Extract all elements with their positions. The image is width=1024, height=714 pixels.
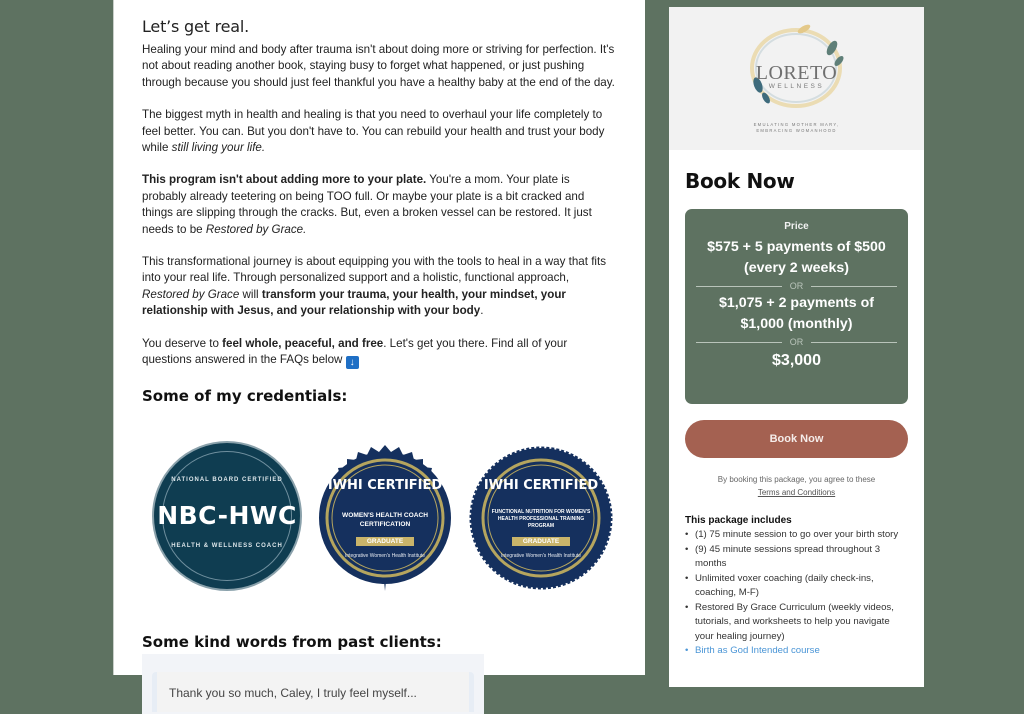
text: . Let's get you there. Find all of your questions answered in the FAQs below [142,336,568,367]
logo-subtitle: WELLNESS [768,83,825,90]
badge-top-text: NATIONAL BOARD CERTIFIED [171,477,283,484]
or-divider [696,337,897,347]
graduate-ribbon: GRADUATE [512,537,570,546]
terms-link[interactable]: Terms and Conditions [757,488,836,497]
text: You're a mom. Your plate is probably already teetering on being TOO full. Or maybe your plate is a bit cracked and things are slipping through the cracks. But, even a broken vessel can be restored. It just needs to be [142,173,592,236]
or-divider [696,281,897,291]
bold-text: transform your trauma, your health, your mindset, your relationship with Jesus, and your relationship with your body [142,287,566,318]
list-item: • Unlimited voxer coaching (daily check-ins, coaching, M-F) [685,572,908,601]
divider-line [696,342,782,343]
badge-subtitle: FUNCTIONAL NUTRITION FOR WOMEN'S HEALTH PROFESSIONAL TRAINING PROGRAM [491,509,591,530]
paragraph-deserve [142,336,617,369]
tagline-line: EMBRACING WOMANHOOD [756,128,837,133]
price-option-monthly: $1,075 + 2 payments of $1,000 (monthly) [719,295,874,332]
price-option-biweekly: $575 + 5 payments of $500 (every 2 weeks) [707,239,886,276]
logo [669,7,924,150]
testimonial-card: Thank you so much, Caley, I truly feel myself... [152,672,474,712]
badge-institute: Integrative Women's Health Institute [344,553,426,560]
badge-subtitle: WOMEN'S HEALTH COACH CERTIFICATION [341,512,429,529]
divider-line [811,342,897,343]
main-content [113,0,645,701]
paragraph-program [142,172,617,238]
credentials-badges [142,423,617,623]
badge-title: NBC-HWC [157,501,297,531]
intro-heading: Let’s get real. [142,17,250,36]
testimonial-carousel[interactable] [142,654,484,714]
agree-text: By booking this package, you agree to these [717,475,876,484]
package-includes [685,515,908,659]
text: The biggest myth in health and healing is that you need to overhaul your life completely to feel better. You can. But you don't have to. You can rebuild your health and trust your body while [142,108,605,155]
divider-line [696,286,782,287]
down-arrow-icon: ↓ [346,356,359,369]
badge-institute: Integrative Women's Health Institute [500,553,582,560]
booking-sidebar [669,7,924,687]
or-label: OR [789,337,804,347]
bold-text: feel whole, peaceful, and free [222,336,384,350]
price-label: Price [784,221,809,232]
tagline-line: EMULATING MOTHER MARY, [753,122,840,127]
iwhi-functional-nutrition-badge [468,445,614,591]
testimonials-heading: Some kind words from past clients: [142,633,442,652]
emphasis-text: Restored by Grace [142,287,240,301]
book-now-title: Book Now [685,169,795,193]
badge-title: IWHI CERTIFIED [483,478,599,494]
emphasis-text: Restored by Grace. [205,222,307,236]
text: You deserve to [142,336,223,350]
paragraph-myth [142,107,617,156]
text: will [239,287,262,301]
or-label: OR [789,281,804,291]
text: . [480,304,484,318]
includes-title: This package includes [685,515,792,526]
logo-tagline [669,122,924,134]
badge-bottom-text: HEALTH & WELLNESS COACH [171,543,283,550]
credentials-heading: Some of my credentials: [142,387,348,406]
iwhi-health-coach-badge [312,445,458,591]
book-now-button[interactable]: Book Now [685,420,908,458]
list-item: • (1) 75 minute session to go over your birth story [685,528,908,543]
includes-list [685,528,908,659]
badge-title: IWHI CERTIFIED [327,478,443,494]
emphasis-text: still living your life. [171,141,266,155]
nbc-hwc-badge [152,441,302,591]
paragraph-journey [142,254,617,320]
birth-course-link[interactable]: • Birth as God Intended course [685,644,908,659]
list-item: • (9) 45 minute sessions spread throughout 3 months [685,543,908,572]
list-item: • Restored By Grace Curriculum (weekly videos, tutorials, and worksheets to help you navigate your healing journey) [685,601,908,645]
bold-text: This program isn't about adding more to your plate. [142,173,427,187]
graduate-ribbon: GRADUATE [356,537,414,546]
logo-name: LORETO [755,62,838,84]
terms-notice [669,473,924,499]
divider-line [811,286,897,287]
paragraph-healing: Healing your mind and body after trauma isn't about doing more or striving for perfection. It's not about reading another book, staying busy to forget what happened, or just pushing through because you should just feel thankful you have a healthy baby at the end of the day. [142,43,615,89]
text: This transformational journey is about equipping you with the tools to heal in a way that fits into your real life. Through personalized support and a holistic, functional approach, [142,255,607,285]
price-option-full: $3,000 [772,352,821,369]
price-box [685,209,908,404]
